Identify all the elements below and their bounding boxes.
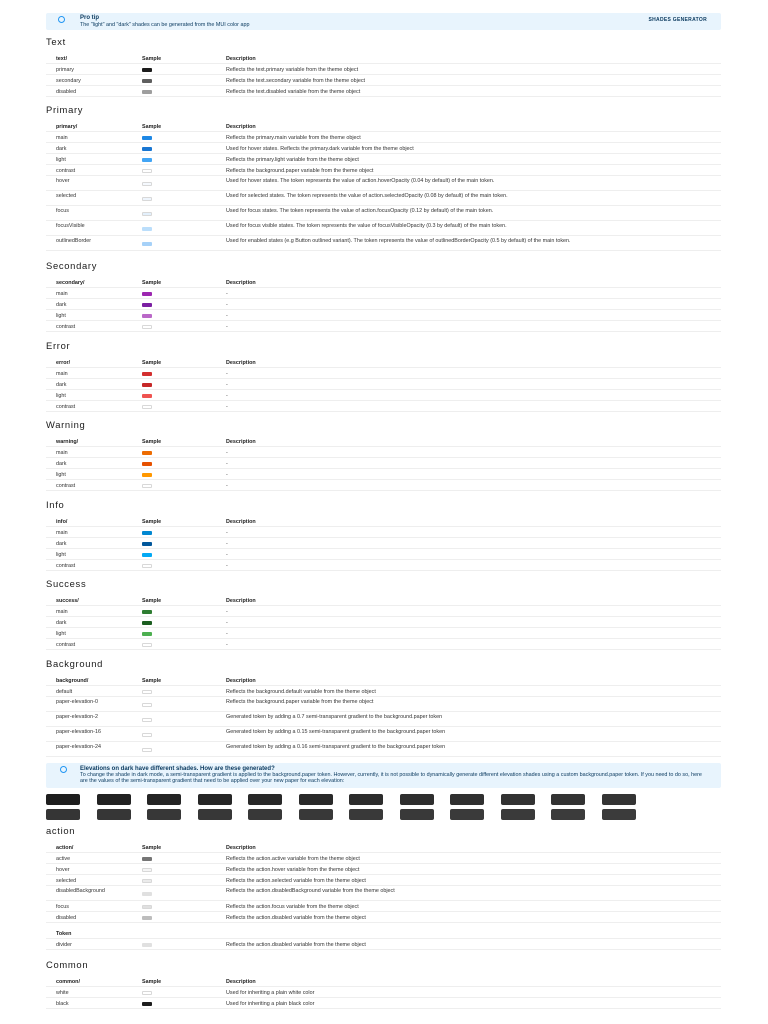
color-swatch (142, 227, 152, 231)
table-row (46, 379, 721, 390)
table-row (46, 206, 721, 221)
token-description: Reflects the action.hover variable from the theme object (226, 867, 360, 873)
token-name: main (56, 609, 68, 615)
table-header-row (46, 595, 721, 606)
section-title-action: action (46, 825, 76, 836)
elevation-swatch (349, 809, 383, 820)
info-icon (58, 16, 65, 23)
pro-tip-title: Pro tip (80, 15, 99, 21)
table-row (46, 221, 721, 236)
table-row (46, 132, 721, 143)
token-table-common (46, 976, 721, 1009)
token-description: Reflects the action.selected variable from the theme object (226, 878, 366, 884)
token-table-warning (46, 436, 721, 491)
color-swatch (142, 643, 152, 647)
column-header-sample: Sample (142, 56, 162, 62)
table-row (46, 886, 721, 901)
table-row (46, 299, 721, 310)
token-table-error (46, 357, 721, 412)
color-swatch (142, 314, 152, 318)
token-table-secondary (46, 277, 721, 332)
table-row (46, 480, 721, 491)
token-description: - (226, 642, 228, 648)
color-swatch (142, 542, 152, 546)
table-row (46, 727, 721, 742)
token-description: - (226, 483, 228, 489)
color-swatch (142, 531, 152, 535)
color-swatch (142, 718, 152, 722)
color-swatch (142, 892, 152, 896)
table-row (46, 447, 721, 458)
table-row (46, 617, 721, 628)
color-swatch (142, 703, 152, 707)
token-description: Used for inheriting a plain black color (226, 1001, 315, 1007)
table-row (46, 288, 721, 299)
table-row (46, 628, 721, 639)
elevation-swatch (602, 809, 636, 820)
elevation-swatch (450, 794, 484, 805)
color-swatch (142, 462, 152, 466)
column-header-description: Description (226, 124, 256, 130)
elevation-swatch (400, 794, 434, 805)
column-header-token: success/ (56, 598, 79, 604)
color-swatch (142, 79, 152, 83)
section-title-warning: Warning (46, 419, 86, 430)
token-name: divider (56, 942, 72, 948)
token-description: Reflects the action.active variable from the theme object (226, 856, 360, 862)
table-row (46, 143, 721, 154)
token-description: Reflects the action.disabledBackground variable from the theme object (226, 888, 395, 894)
color-swatch (142, 484, 152, 488)
color-swatch (142, 632, 152, 636)
column-header-token: warning/ (56, 439, 79, 445)
color-swatch (142, 868, 152, 872)
column-header-token: common/ (56, 979, 80, 985)
column-header-description: Description (226, 56, 256, 62)
token-name: light (56, 393, 66, 399)
token-description: - (226, 404, 228, 410)
token-name: focusVisible (56, 223, 85, 229)
token-name: paper-elevation-2 (56, 714, 98, 720)
table-header-row (46, 976, 721, 987)
token-description: Used for inheriting a plain white color (226, 990, 315, 996)
column-header-description: Description (226, 360, 256, 366)
table-row (46, 875, 721, 886)
column-header-token: Token (56, 931, 72, 937)
token-description: - (226, 472, 228, 478)
column-header-sample: Sample (142, 280, 162, 286)
table-row (46, 176, 721, 191)
token-description: Generated token by adding a 0.7 semi-transparent gradient to the background.paper token (226, 714, 443, 720)
token-description: - (226, 324, 228, 330)
column-header-description: Description (226, 678, 256, 684)
table-row (46, 165, 721, 176)
color-swatch (142, 169, 152, 173)
table-row (46, 469, 721, 480)
token-description: Used for hover states. The token represents the value of action.hoverOpacity (0.04 by default) of the main token. (226, 178, 495, 184)
token-description: - (226, 620, 228, 626)
token-name: contrast (56, 324, 76, 330)
column-header-sample: Sample (142, 124, 162, 130)
token-description: Reflects the background.paper variable from the theme object (226, 699, 374, 705)
column-header-token: info/ (56, 519, 68, 525)
table-header-row (46, 675, 721, 686)
color-swatch (142, 90, 152, 94)
table-row (46, 64, 721, 75)
elevation-swatch (97, 794, 131, 805)
token-name: disabled (56, 89, 77, 95)
color-swatch (142, 242, 152, 246)
column-header-description: Description (226, 439, 256, 445)
token-name: paper-elevation-24 (56, 744, 101, 750)
color-swatch (142, 733, 152, 737)
token-description: Reflects the primary.main variable from the theme object (226, 135, 361, 141)
token-name: black (56, 1001, 69, 1007)
color-swatch (142, 325, 152, 329)
token-name: selected (56, 878, 77, 884)
table-row (46, 912, 721, 923)
token-name: paper-elevation-16 (56, 729, 101, 735)
column-header-sample: Sample (142, 519, 162, 525)
token-name: white (56, 990, 69, 996)
color-swatch (142, 690, 152, 694)
column-header-description: Description (226, 519, 256, 525)
column-header-sample: Sample (142, 360, 162, 366)
color-swatch (142, 943, 152, 947)
token-name: contrast (56, 168, 76, 174)
token-name: contrast (56, 563, 76, 569)
elevation-swatch (46, 794, 80, 805)
elevation-swatch (198, 794, 232, 805)
token-name: hover (56, 867, 70, 873)
column-header-description: Description (226, 598, 256, 604)
column-header-sample: Sample (142, 678, 162, 684)
color-swatch (142, 879, 152, 883)
color-swatch (142, 394, 152, 398)
table-row (46, 901, 721, 912)
pro-tip-body: The "light" and "dark" shades can be generated from the MUI color app (80, 22, 250, 28)
column-header-sample: Sample (142, 979, 162, 985)
token-description: Reflects the background.default variable from the theme object (226, 689, 376, 695)
token-description: - (226, 563, 228, 569)
color-swatch (142, 292, 152, 296)
token-description: Reflects the background.paper variable from the theme object (226, 168, 374, 174)
token-name: dark (56, 620, 67, 626)
table-row (46, 606, 721, 617)
token-table-text (46, 53, 721, 97)
token-description: - (226, 382, 228, 388)
token-description: Used for focus visible states. The token represents the value of focusVisibleOpacity (0.3 by default) of the main token. (226, 223, 507, 229)
elevation-swatch (248, 794, 282, 805)
token-description: Reflects the action.disabled variable from the theme object (226, 915, 366, 921)
token-description: - (226, 450, 228, 456)
column-header-token: error/ (56, 360, 71, 366)
token-description: Reflects the action.disabled variable from the theme object (226, 942, 366, 948)
token-name: focus (56, 904, 69, 910)
section-title-success: Success (46, 578, 87, 589)
table-row (46, 154, 721, 165)
token-table-action (46, 842, 721, 950)
column-header-sample: Sample (142, 439, 162, 445)
token-name: disabledBackground (56, 888, 105, 894)
column-header-description: Description (226, 845, 256, 851)
table-header-row (46, 53, 721, 64)
token-description: Reflects the text.secondary variable from the theme object (226, 78, 366, 84)
color-swatch (142, 473, 152, 477)
token-description: - (226, 541, 228, 547)
color-swatch (142, 905, 152, 909)
color-swatch (142, 147, 152, 151)
token-name: secondary (56, 78, 81, 84)
table-header-row (46, 436, 721, 447)
elevation-swatch (602, 794, 636, 805)
column-header-token: action/ (56, 845, 74, 851)
column-header-description: Description (226, 979, 256, 985)
token-description: - (226, 313, 228, 319)
token-description: Reflects the text.disabled variable from the theme object (226, 89, 361, 95)
color-swatch (142, 553, 152, 557)
color-swatch (142, 68, 152, 72)
token-description: - (226, 461, 228, 467)
color-swatch (142, 182, 152, 186)
table-row (46, 310, 721, 321)
table-row (46, 853, 721, 864)
table-row (46, 86, 721, 97)
color-swatch (142, 451, 152, 455)
column-header-sample: Sample (142, 598, 162, 604)
token-name: default (56, 689, 73, 695)
column-header-sample: Sample (142, 845, 162, 851)
token-name: main (56, 450, 68, 456)
color-swatch (142, 916, 152, 920)
table-row (46, 686, 721, 697)
token-description: Used for hover states. Reflects the primary.dark variable from the theme object (226, 146, 414, 152)
column-header-token: secondary/ (56, 280, 85, 286)
color-swatch (142, 158, 152, 162)
token-name: active (56, 856, 71, 862)
table-row (46, 458, 721, 469)
token-table-background (46, 675, 721, 757)
table-row (46, 75, 721, 86)
token-name: dark (56, 541, 67, 547)
color-swatch (142, 564, 152, 568)
elevation-swatch (97, 809, 131, 820)
token-name: contrast (56, 642, 76, 648)
table-row (46, 987, 721, 998)
color-swatch (142, 212, 152, 216)
token-description: Reflects the action.focus variable from the theme object (226, 904, 359, 910)
token-description: Reflects the text.primary variable from the theme object (226, 67, 359, 73)
token-description: Used for focus states. The token represents the value of action.focusOpacity (0.12 by default) of the main token. (226, 208, 494, 214)
color-swatch (142, 405, 152, 409)
color-swatch (142, 383, 152, 387)
elevation-swatch (248, 809, 282, 820)
token-name: light (56, 552, 66, 558)
section-title-primary: Primary (46, 104, 84, 115)
table-row (46, 368, 721, 379)
token-name: main (56, 530, 68, 536)
table-row (46, 236, 721, 251)
table-row (46, 560, 721, 571)
token-description: Used for enabled states (e.g Button outlined variant). The token represents the value of outlinedBorderOpacity (0.5 by default) of the main token. (226, 238, 571, 244)
token-name: light (56, 157, 66, 163)
token-table-success (46, 595, 721, 650)
table-row (46, 712, 721, 727)
table-row (46, 998, 721, 1009)
table-row (46, 321, 721, 332)
elevation-swatch (551, 809, 585, 820)
table-row (46, 639, 721, 650)
token-name: light (56, 631, 66, 637)
table-row (46, 390, 721, 401)
elevation-swatch (450, 809, 484, 820)
table-header-row (46, 928, 721, 939)
token-table-primary (46, 121, 721, 251)
section-title-background: Background (46, 658, 104, 669)
table-header-row (46, 516, 721, 527)
table-row (46, 538, 721, 549)
table-header-row (46, 842, 721, 853)
token-name: main (56, 135, 68, 141)
table-row (46, 864, 721, 875)
elevation-swatch (400, 809, 434, 820)
section-title-error: Error (46, 340, 71, 351)
token-name: paper-elevation-0 (56, 699, 98, 705)
elevation-note-banner (46, 763, 721, 788)
table-row (46, 697, 721, 712)
token-table-info (46, 516, 721, 571)
column-header-token: background/ (56, 678, 89, 684)
token-name: disabled (56, 915, 77, 921)
token-name: main (56, 371, 68, 377)
color-swatch (142, 1002, 152, 1006)
color-swatch (142, 748, 152, 752)
token-description: - (226, 631, 228, 637)
info-icon (60, 766, 67, 773)
table-header-row (46, 277, 721, 288)
token-description: - (226, 393, 228, 399)
token-name: dark (56, 461, 67, 467)
section-title-text: Text (46, 36, 66, 47)
section-title-secondary: Secondary (46, 260, 98, 271)
column-header-description: Description (226, 280, 256, 286)
table-row (46, 549, 721, 560)
color-swatch (142, 197, 152, 201)
color-swatch (142, 991, 152, 995)
token-description: Reflects the primary.light variable from the theme object (226, 157, 359, 163)
table-header-row (46, 357, 721, 368)
elevation-swatch (551, 794, 585, 805)
table-row (46, 191, 721, 206)
color-swatch (142, 136, 152, 140)
table-row (46, 742, 721, 757)
token-name: hover (56, 178, 70, 184)
table-row (46, 939, 721, 950)
token-description: - (226, 291, 228, 297)
elevation-swatch (349, 794, 383, 805)
section-title-common: Common (46, 959, 89, 970)
pro-tip-banner (46, 13, 721, 30)
token-name: main (56, 291, 68, 297)
elevation-swatch (46, 809, 80, 820)
token-description: - (226, 302, 228, 308)
table-row (46, 527, 721, 538)
elevation-note-title: Elevations on dark have different shades. How are these generated? (80, 766, 275, 772)
token-description: - (226, 371, 228, 377)
elevation-swatch (198, 809, 232, 820)
token-name: primary (56, 67, 74, 73)
elevation-swatch (299, 809, 333, 820)
elevation-swatch (501, 809, 535, 820)
token-name: dark (56, 146, 67, 152)
color-swatch (142, 610, 152, 614)
token-description: Generated token by adding a 0.16 semi-transparent gradient to the background.paper token (226, 744, 446, 750)
color-swatch (142, 857, 152, 861)
token-name: contrast (56, 483, 76, 489)
elevation-swatch (147, 794, 181, 805)
elevation-swatch (147, 809, 181, 820)
token-description: - (226, 552, 228, 558)
shades-generator-link[interactable]: SHADES GENERATOR (648, 17, 707, 23)
token-name: light (56, 472, 66, 478)
token-name: outlinedBorder (56, 238, 92, 244)
color-swatch (142, 372, 152, 376)
token-description: Used for selected states. The token represents the value of action.selectedOpacity (0.08 by default) of the main token. (226, 193, 508, 199)
elevation-swatch (501, 794, 535, 805)
token-description: Generated token by adding a 0.15 semi-transparent gradient to the background.paper token (226, 729, 446, 735)
token-description: - (226, 530, 228, 536)
section-title-info: Info (46, 499, 65, 510)
token-description: - (226, 609, 228, 615)
column-header-token: primary/ (56, 124, 78, 130)
token-name: dark (56, 302, 67, 308)
elevation-swatch (299, 794, 333, 805)
column-header-token: text/ (56, 56, 68, 62)
token-name: light (56, 313, 66, 319)
table-header-row (46, 121, 721, 132)
color-swatch (142, 621, 152, 625)
elevation-note-body: To change the shade in dark mode, a semi-transparent gradient is applied to the background.paper token. However, currently, it is not possible to dynamically generate different elevation shades using a custom background.paper token. If you need to do so, here are the values of the semi-transparent gradient that need to be applied over your new paper for each elevation: (80, 772, 702, 784)
token-name: contrast (56, 404, 76, 410)
color-swatch (142, 303, 152, 307)
token-name: dark (56, 382, 67, 388)
table-row (46, 401, 721, 412)
token-name: selected (56, 193, 77, 199)
token-name: focus (56, 208, 69, 214)
